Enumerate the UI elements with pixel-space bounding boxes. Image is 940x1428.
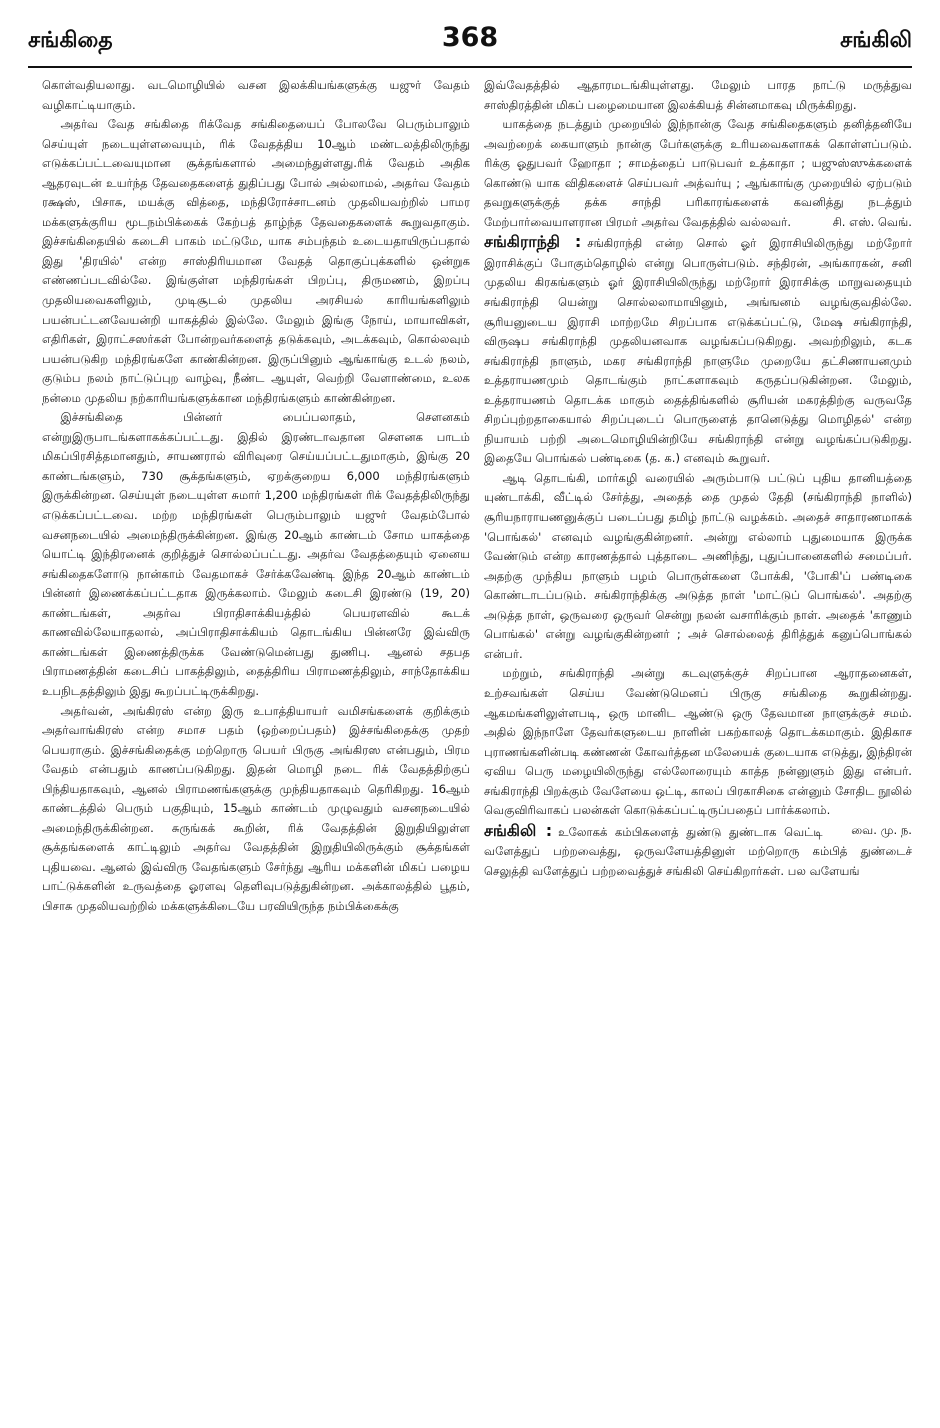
paragraph: அதர்வ வேத சங்கிதை ரிக்வேத சங்கிதையைப் போலவே பெரும்பாலும் செய்யுள் நடையுள்ளவையும், ரிக் வேதத்திய 10ஆம் மண்டலத்திலிருந்து எடுக்கப்பட்டவையுமான சூக்தங்களால் அமைந்துள்ளது.ரிக் வேதம் அதிக ஆதரவுடன் உயர்ந்த தேவதைகளைத் துதிப்பது போல் அல்லாமல், அதர்வ வேதம் ரக்ஷஸ், பிசாசு, மயக்கு வித்தை, மந்திரோச்சாடனம் முதலியவற்றில் பாமர மக்களுக்குரிய மூடநம்பிக்கைக் கேற்பத் தாழ்ந்த தேவதைகளைக் கூறுவதாகும். இச்சங்கிதையில் கடைசி பாகம் மட்டுமே, யாக சம்பந்தம் உடையதாயிருப்பதால் இது 'திரயில்' என்ற சாஸ்திரியமான வேதத் தொகுப்புக்களில் ஒன்றுக எண்ணப்படவில்லே. இங்குள்ள மந்திரங்கள் பிறப்பு, திருமணம், இறப்பு முதலியவைகளிலும், முடிசூடல் முதலிய அரசியல் காரியங்களிலும் பயன்பட்டனவேயன்றி யாகத்தில் இல்லே. மேலும் இங்கு நோய், மாயாவிகள், எதிரிகள், இராட்சஸர்கள் போன்றவர்களைத் தடுக்கவும், அடக்கவும், கொல்லவும் பயன்படுகிற மந்திரங்களே காண்கின்றன. இருப்பினும் ஆங்காங்கு உடல் நலம், குடும்ப நலம் நாட்டுப்புற வாழ்வு, நீண்ட ஆயுள், வெற்றி வேளாண்மை, உலக நன்மை முதலிய நற்காரியங்களுக்கான மந்திரங்களும் காண்கின்றன. xyxy=(42,117,470,405)
paragraph-text: சங்கிராந்தி என்ற சொல் ஓர் இராசியிலிருந்து மற்றோர் இராசிக்குப் போகும்தொழில் என்று பொருள்படும். சந்திரன், அங்காரகன், சனி முதலிய கிரகங்களும் ஓர் இராசியிலிருந்து மற்றோர் இராசிக்கு மாறுவதையும் சங்கிராந்தி யென்று சொல்லலாமாயினும், அங்ஙனம் வழங்குவதில்லே. சூரியனுடைய இராசி மாற்றமே சிறப்பாக எடுக்கப்பட்டு, மேஷ சங்கிராந்தி, விருஷப சங்கிராந்தி முதலியனவாக வழங்கப்படுகிறது. அவற்றிலும், கடக சங்கிராந்தி நாளும், மகர சங்கிராந்தி நாளுமே முறையே தட்சிணாயனமும் உத்தராயணமும் தொடங்கும் நாட்களாகவும் கருதப்படுகின்றன. மேலும், உத்தராயணம் தொடக்க மாகும் தைத்திங்களில் சூரியன் மகரத்திற்கு வருவதே சிறப்புற்றதாகையால் சிறப்புடைப் பொருளைத் தானெடுத்து மொழிதல்' என்ற நியாயம் பற்றி அடைமொழியின்றியே சங்கிராந்தி என்று வழங்கப்படுகிறது. இதையே பொங்கல் பண்டிகை (த. க.) எனவும் கூறுவர். xyxy=(484,236,912,466)
entry-headword: சங்கிராந்தி : xyxy=(484,232,582,252)
paragraph xyxy=(484,115,912,232)
author-signature: சி. எஸ். வெங். xyxy=(832,214,912,229)
header-left-guide-word: சங்கிதை xyxy=(28,28,113,53)
entry-headword: சங்கிலி : xyxy=(484,820,553,840)
header-right-guide-word: சங்கிலி xyxy=(840,28,912,53)
paragraph-text: உலோகக் கம்பிகளைத் துண்டு துண்டாக வெட்டி வளேத்துப் பற்றவைத்து, ஒருவளேயத்தினுள் மற்றொரு கம்பித் துண்டைச் செலுத்தி வளேத்துப் பற்றவைத்துச் சங்கிலி செய்கிறார்கள். பல வளேயங் xyxy=(484,824,912,878)
paragraph: ஆடி தொடங்கி, மார்கழி வரையில் அரும்பாடு பட்டுப் புதிய தானியத்தை யுண்டாக்கி, வீட்டில் சேர்த்து, அதைத் தை முதல் தேதி (சங்கிராந்தி நாளில்) சூரியநாராயணனுக்குப் படைப்பது தமிழ் நாட்டு வழக்கம். அதைச் சாதாரணமாகக் 'பொங்கல்' எனவும் வழங்குகின்றனர். அன்று எல்லாம் புதுமையாக இருக்க வேண்டும் என்ற காரணத்தால் புத்தாடை அணிந்து, புதுப்பானைகளில் சமைப்பர். அதற்கு முந்திய நாளும் பழம் பொருள்களை போக்கி, 'போகி'ப் பண்டிகை கொண்டாடப்படும். சங்கிராந்திக்கு அடுத்த நாள் 'மாட்டுப் பொங்கல்'. அதற்கு அடுத்த நாள், ஒருவரை ஒருவர் சென்று நலன் வசாரிக்கும் நாள். அதைக் 'காணும் பொங்கல்' என்று வழங்குகின்றனர் ; அச் சொல்லைத் திரித்துக் கனுப்பொங்கல் என்பர். xyxy=(484,470,912,661)
paragraph-text: யாகத்தை நடத்தும் முறையில் இந்நான்கு வேத சங்கிதைகளும் தனித்தனியே அவற்றைக் கையாளும் நான்கு பேர்களுக்கு உரியவைகளாகக் கொள்ளப்படும். ரிக்கு ஓதுபவர் ஹோதா ; சாமத்தைப் பாடுபவர் உத்காதா ; யஜுஸ்ஸுக்களைக் கொண்டு யாக விதிகளைச் செய்பவர் அத்வர்யு ; ஆங்காங்கு முறையில் ஏற்படும் தவறுகளுக்குத் தக்க சாந்தி பரிகாரங்களைக் கவனித்து நடத்தும் மேற்பார்வையாளரான பிரமர் அதர்வ வேதத்தில் வல்லவர். xyxy=(484,117,912,229)
paragraph: இச்சங்கிதை பின்னர் பைப்பலாதம், சௌனகம் என்றுஇருபாடங்களாகக்கப்பட்டது. இதில் இரண்டாவதான சௌனக பாடம் மிகப்பிரசித்தமானதும், சாயணரால் விரிவுரை செய்யப்பட்டதுமாகும், இங்கு 20 காண்டங்களும், 730 சூக்தங்களும், ஏறக்குறைய 6,000 மந்திரங்களும் இருக்கின்றன. செய்யுள் நடையுள்ள சுமார் 1,200 மந்திரங்கள் ரிக் வேதத்திலிருந்து எடுக்கப்பட்டவை. மற்ற மந்திரங்கள் பெரும்பாலும் யஜுர் வேதம்போல் வசனநடையில் அமைந்திருக்கின்றன. இங்கு 20ஆம் காண்டம் சோம யாகத்தை யொட்டி இந்திரனைக் குறித்துச் சொல்லப்பட்டது. அதர்வ வேதத்தையும் ஏனைய சங்கிதைகளோடு நான்காம் வேதமாகச் சேர்க்கவேண்டி இந்த 20ஆம் காண்டம் பின்னர் இணைக்கப்பட்டதாக இருக்கலாம். மேலும் கடைசி இரண்டு (19, 20) காண்டங்கள், அதர்வ பிராதிசாக்கியத்தில் பெயரளவில் கூடக் காணவில்லேயாதலால், அப்பிராதிசாக்கியம் தொடங்கிய பின்னரே இவ்விரு காண்டங்கள் இணைத்திருக்க வேண்டுமென்பது துணிபு. ஆனல் சதபத பிராமணத்தின் கடைசிப் பாகத்திலும், தைத்திரிய பிராமணத்திலும், சாந்தோக்கிய உபநிடதத்திலும் இது கூறப்பட்டிருக்கிறது. xyxy=(42,410,470,698)
page-header xyxy=(28,18,912,62)
left-column xyxy=(42,76,470,917)
paragraph: கொள்வதியலாது. வடமொழியில் வசன இலக்கியங்களுக்கு யஜுர் வேதம் வழிகாட்டியாகும். xyxy=(42,78,470,112)
page-number: 368 xyxy=(441,22,499,53)
author-signature: வை. மு. ந. xyxy=(851,822,912,837)
paragraph: அதர்வன், அங்கிரஸ் என்ற இரு உபாத்தியாயர் வமிசங்களைக் குறிக்கும் அதர்வாங்கிரஸ் என்ற சமாச பதம் (ஒற்றைப்பதம்) இச்சங்கிதைக்கு முதற் பெயராகும். இச்சங்கிதைக்கு மற்றொரு பெயர் பிருகு அங்கிரஸ என்பதும், பிரம வேதம் என்பதும் காணப்படுகிறது. இதன் மொழி நடை ரிக் வேதத்திற்குப் பிந்தியதாகவும், ஆனல் பிராமணங்களுக்கு முந்தியதாகவும் தெரிகிறது. 16ஆம் காண்டத்தில் பெரும் பகுதியும், 15ஆம் காண்டம் முழுவதும் வசனநடையில் அமைந்திருக்கின்றன. சுருங்கக் கூறின், ரிக் வேதத்தின் இறுதியிலுள்ள சூக்தங்களைக் காட்டிலும் அதர்வ வேதத்தின் இறுதியிலிருக்கும் சூக்தங்கள் புதியவை. ஆனல் இவ்விரு வேதங்களும் சேர்ந்து ஆரிய மக்களின் மிகப் பழைய பாட்டுக்களின் உருவத்தை ஓரளவு தெளிவுபடுத்துகின்றன. அக்காலத்தில் பூதம், பிசாசு முதலியவற்றில் மக்களுக்கிடையே பரவியிருந்த நம்பிக்கைக்கு xyxy=(42,703,470,913)
paragraph: இவ்வேதத்தில் ஆதாரமடங்கியுள்ளது. மேலும் பாரத நாட்டு மருத்துவ சாஸ்திரத்தின் மிகப் பழைமையான இலக்கியத் சின்னமாகவு மிருக்கிறது. xyxy=(484,78,912,112)
right-column xyxy=(484,76,912,881)
paragraph-text: மற்றும், சங்கிராந்தி அன்று கடவுளுக்குச் சிறப்பான ஆராதனைகள், உற்சவங்கள் செய்ய வேண்டுமெனப் பிருகு சங்கிதை கூறுகின்றது. ஆகமங்களிலுள்ளபடி, ஒரு மானிட ஆண்டு ஒரு தேவமான நாளுக்குச் சமம். அதில் இந்நாளே தேவர்களுடைய நாளின் பகற்காலத் தொடக்கமாகும். இதிகாச புராணங்களின்படி கண்ணன் கோவர்த்தன மலேயைக் குடையாக எடுத்து, இந்திரன் ஏவிய பெரு மழையிலிருந்து எல்லோரையும் காத்த நன்னுளும் இது என்பர். சங்கிராந்தி பிறக்கும் வேளேயை ஒட்டி, காலப் பிரகாசிகை என்னும் சோதிட நூலில் வெகுவிரிவாகப் பலன்கள் கொடுக்கப்பட்டிருப்பதைப் பார்க்கலாம். xyxy=(484,666,912,818)
header-rule xyxy=(28,66,912,68)
entry-sankranti xyxy=(484,232,912,469)
